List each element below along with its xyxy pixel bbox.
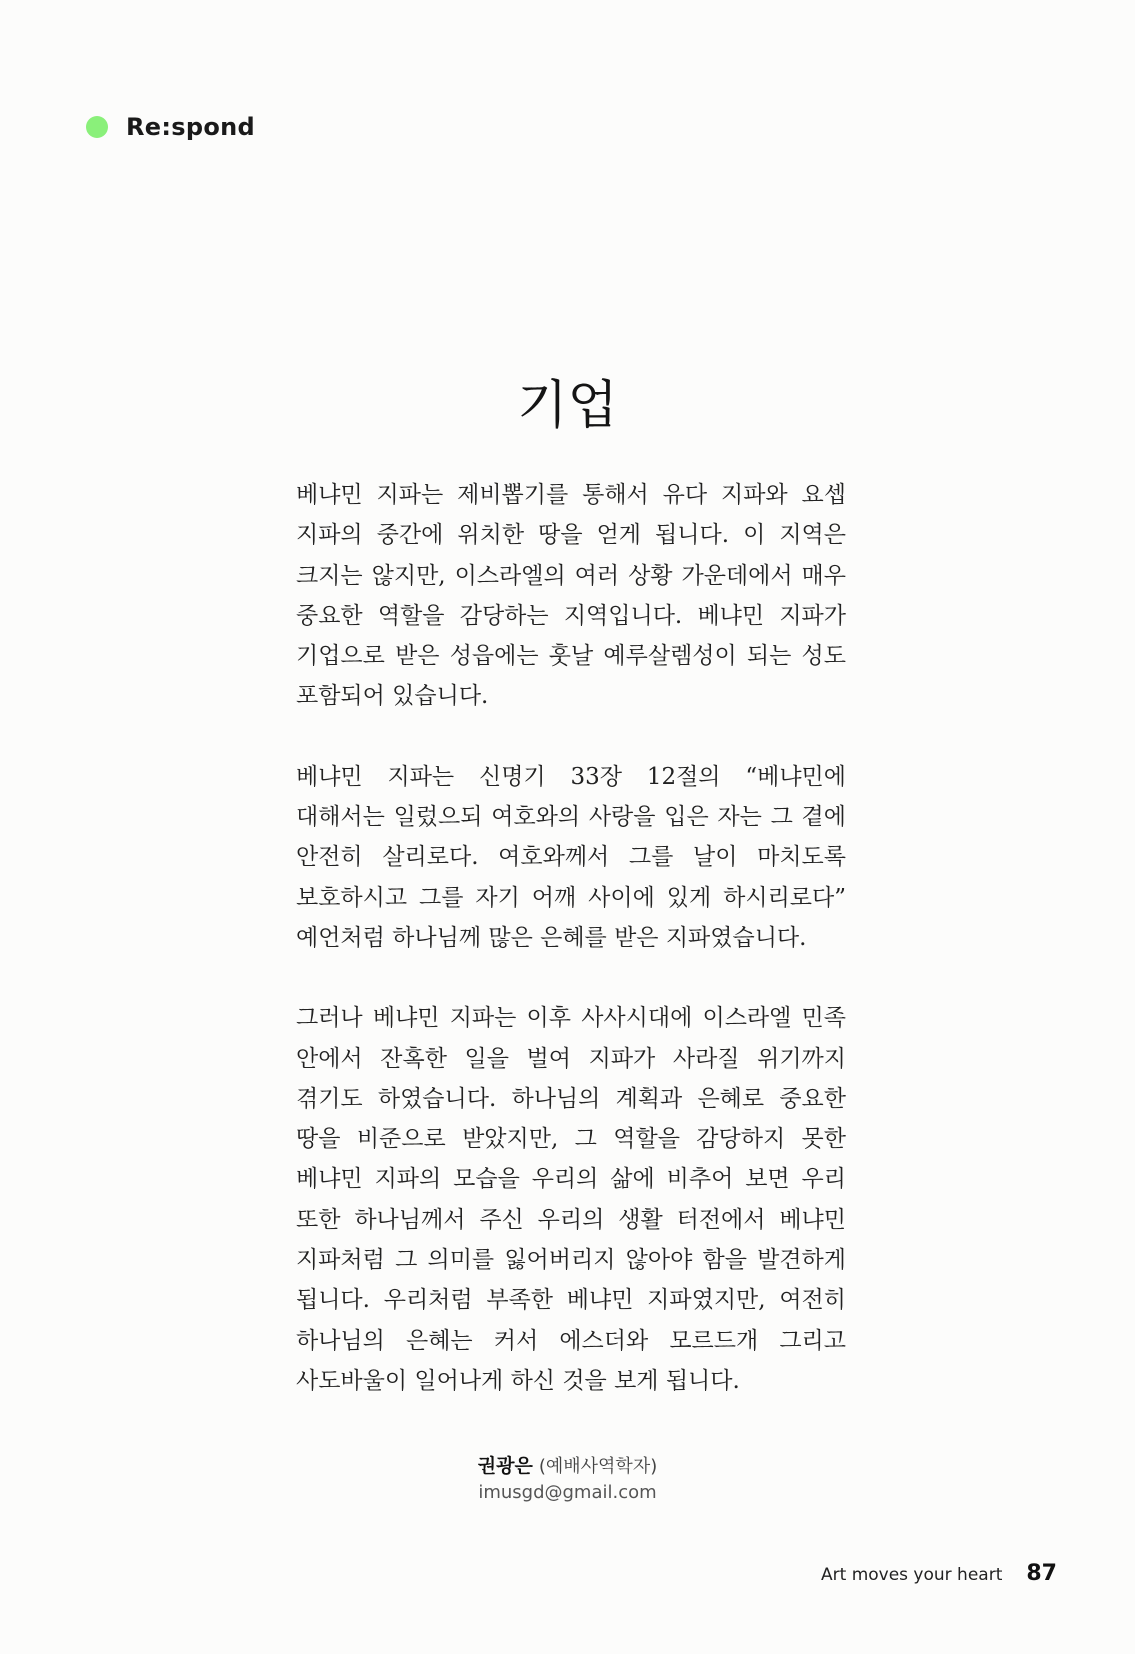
paragraph-3: 그러나 베냐민 지파는 이후 사사시대에 이스라엘 민족 안에서 잔혹한 일을 벌여 지파가 사라질 위기까지 겪기도 하였습니다. 하나님의 계획과 은혜로 중요한 땅을 비준으로 받았지만, 그 역할을 감당하지 못한 베냐민 지파의 모습을 우리의 삶에 비추어 보면 우리 또한 하나님께서 주신 우리의 생활 터전에서 베냐민 지파처럼 그 의미를 잃어버리지 않아야 함을 발견하게 됩니다. 우리처럼 부족한 베냐민 지파였지만, 여전히 하나님의 은혜는 커서 에스더와 모르드개 그리고 사도바울이 일어나게 하신 것을 보게 됩니다. (296, 1005, 846, 1394)
article-body (296, 475, 846, 1441)
paragraph-2: 베냐민 지파는 신명기 33장 12절의 “베냐민에 대해서는 일렀으되 여호와의 사랑을 입은 자는 그 곁에 안전히 살리로다. 여호와께서 그를 날이 마치도록 보호하시고 그를 자기 어깨 사이에 있게 하시리로다” 예언처럼 하나님께 많은 은혜를 받은 지파였습니다. (296, 763, 846, 951)
author-email[interactable]: imusgd@gmail.com (478, 1482, 657, 1503)
paragraph-1: 베냐민 지파는 제비뽑기를 통해서 유다 지파와 요셉 지파의 중간에 위치한 땅을 얻게 됩니다. 이 지역은 크지는 않지만, 이스라엘의 여러 상황 가운데에서 매우 중요한 역할을 감당하는 지역입니다. 베냐민 지파가 기업으로 받은 성읍에는 훗날 예루살렘성이 되는 성도 포함되어 있습니다. (296, 482, 846, 710)
section-header (86, 113, 255, 141)
author-credit (0, 1453, 1135, 1506)
page-footer (821, 1561, 1057, 1586)
footer-tagline: Art moves your heart (821, 1565, 1003, 1585)
section-label: Re:spond (126, 113, 255, 141)
author-role: (예배사역학자) (538, 1456, 658, 1477)
page-number: 87 (1026, 1561, 1057, 1586)
green-dot-icon (86, 116, 108, 138)
author-name: 권광은 (477, 1455, 533, 1477)
article-title: 기업 (517, 375, 618, 436)
